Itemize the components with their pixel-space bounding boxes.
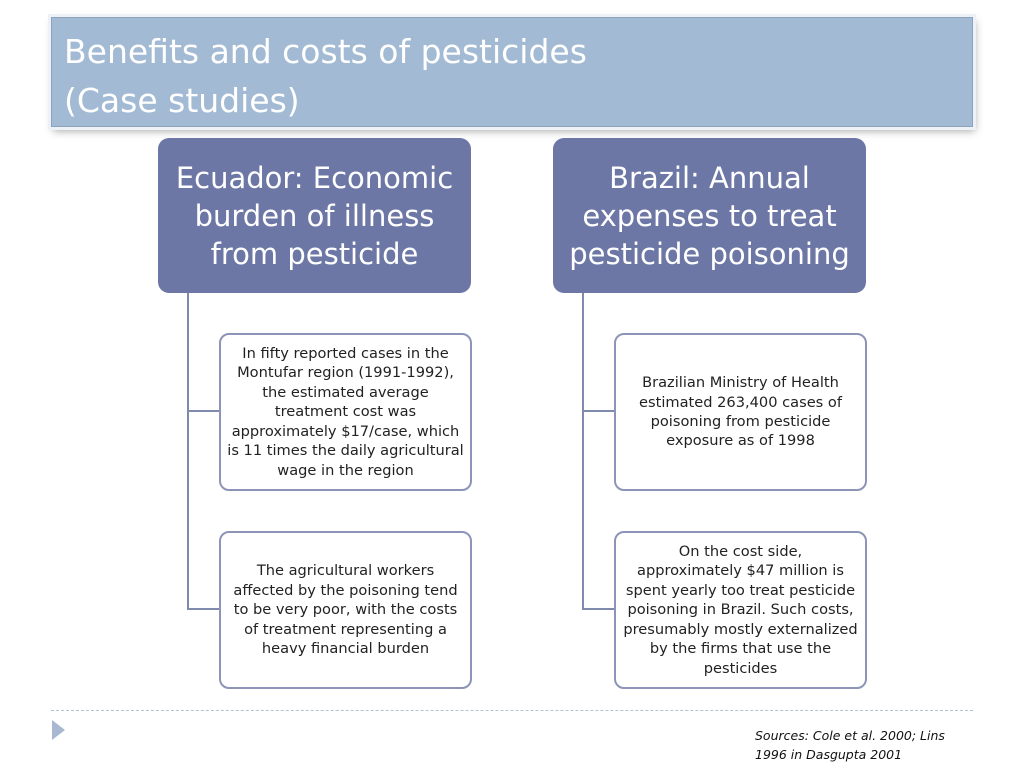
item-text-line: the estimated average: [262, 383, 429, 401]
heading-line: expenses to treat: [582, 198, 837, 233]
ecuador-item-workers: [219, 531, 472, 689]
item-text-line: estimated 263,400 cases of: [639, 393, 842, 411]
item-text-line: to be very poor, with the costs: [233, 601, 458, 619]
item-text-line: poisoning from pesticide: [650, 413, 831, 430]
slide-title: Benefits and costs of pesticides: [64, 32, 587, 71]
item-text-line: wage in the region: [277, 461, 414, 479]
item-text-line: On the cost side,: [678, 543, 803, 561]
item-text-line: exposure as of 1998: [666, 432, 815, 450]
brazil-item-cost: [614, 531, 867, 689]
item-text-line: The agricultural workers: [256, 562, 435, 580]
connector-left-branch-2: [187, 608, 220, 610]
heading-line: burden of illness: [194, 198, 435, 233]
sources-note: [755, 726, 945, 764]
slide-subtitle: (Case studies): [64, 81, 300, 120]
heading-line: from pesticide: [210, 236, 419, 271]
connector-left-vertical: [187, 293, 189, 610]
item-text-line: Montufar region (1991-1992),: [237, 364, 454, 382]
connector-right-branch-2: [582, 608, 615, 610]
item-text-line: is 11 times the daily agricultural: [227, 442, 464, 460]
item-text-line: presumably mostly externalized: [623, 620, 858, 638]
item-text-line: spent yearly too treat pesticide: [625, 581, 856, 599]
item-text-line: pesticides: [703, 659, 778, 677]
heading-line: Ecuador: Economic: [175, 160, 454, 195]
item-text-line: poisoning in Brazil. Such costs,: [627, 601, 854, 619]
footer-divider: [51, 710, 973, 711]
item-text-line: approximately $17/case, which: [231, 422, 460, 440]
connector-right-branch-1: [582, 410, 615, 412]
brazil-item-cases: [614, 333, 867, 491]
item-text-line: of treatment representing a: [244, 620, 447, 638]
play-triangle-icon[interactable]: [52, 720, 65, 740]
item-text-line: by the firms that use the: [649, 640, 832, 658]
ecuador-heading-box: [158, 138, 471, 293]
title-bar: [51, 17, 973, 127]
connector-left-branch-1: [187, 410, 220, 412]
brazil-heading-box: [553, 138, 866, 293]
heading-line: pesticide poisoning: [569, 236, 850, 271]
item-text-line: affected by the poisoning tend: [233, 581, 458, 599]
heading-line: Brazil: Annual: [609, 160, 810, 195]
item-text-line: In fifty reported cases in the: [242, 345, 449, 363]
ecuador-item-cost: [219, 333, 472, 491]
connector-right-vertical: [582, 293, 584, 610]
sources-line: 1996 in Dasgupta 2001: [755, 747, 903, 762]
item-text-line: treatment cost was: [274, 403, 417, 421]
item-text-line: heavy financial burden: [261, 640, 430, 658]
sources-line: Sources: Cole et al. 2000; Lins: [755, 728, 945, 743]
item-text-line: Brazilian Ministry of Health: [642, 374, 839, 392]
item-text-line: approximately $47 million is: [637, 562, 844, 580]
